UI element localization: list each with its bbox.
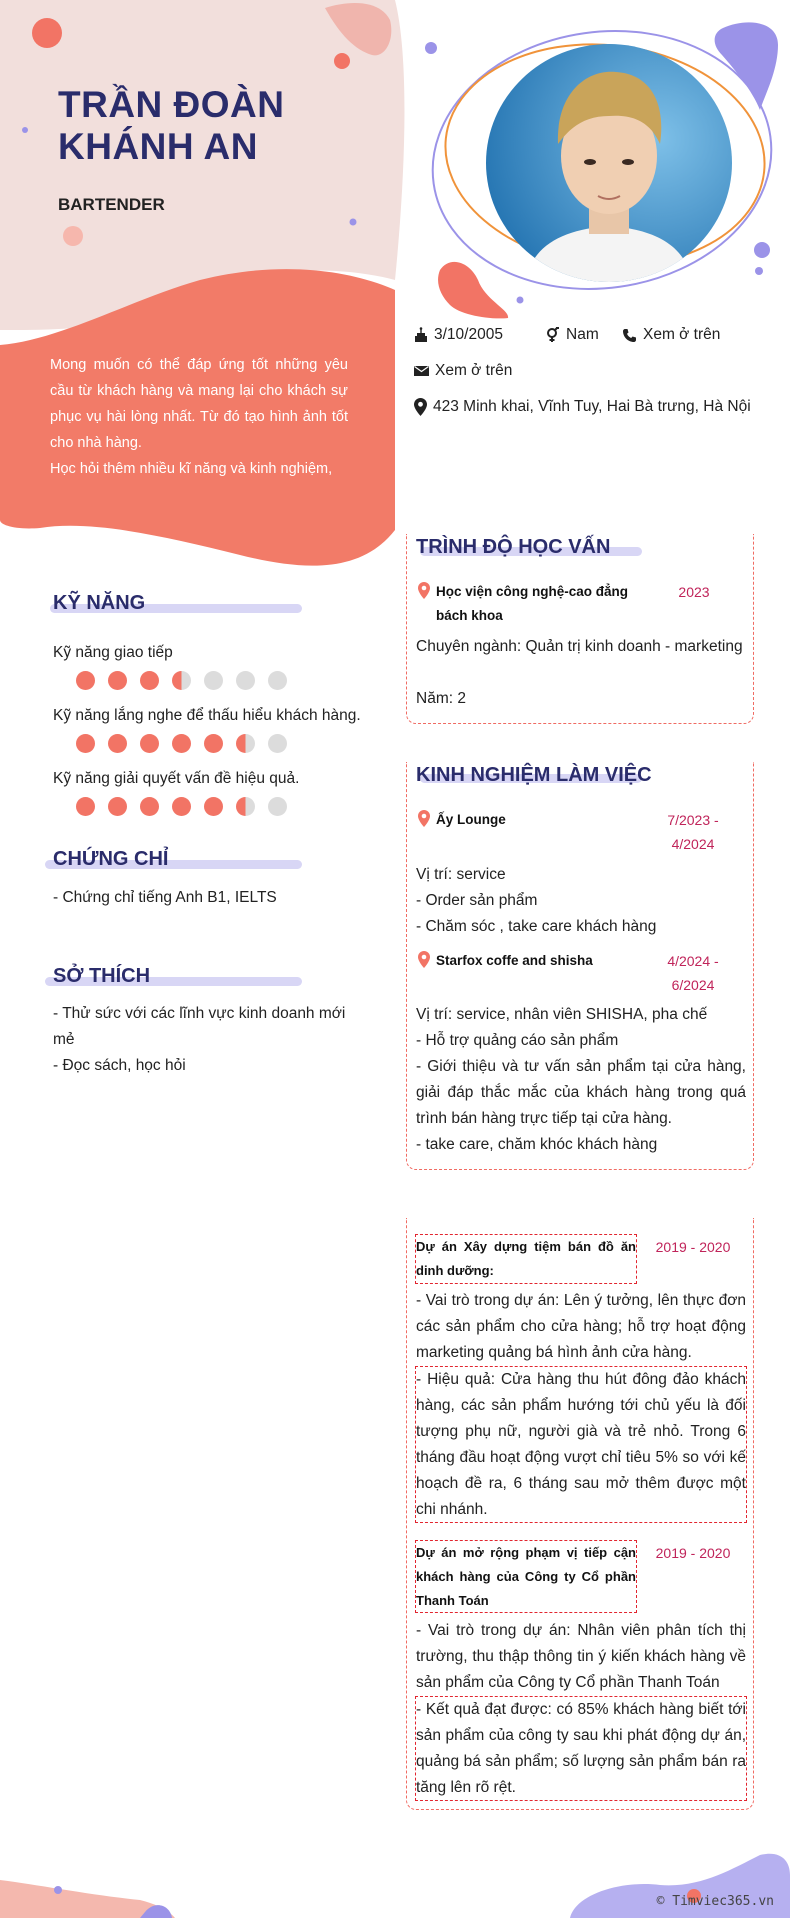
- project-date-2: 2019 - 2020: [655, 1545, 731, 1561]
- hobby-2: - Đọc sách, học hỏi: [53, 1057, 186, 1074]
- skill-label-2: Kỹ năng lắng nghe để thấu hiểu khách hàng.: [53, 707, 361, 724]
- profile-photo: [486, 44, 732, 282]
- job-2-details: [416, 1002, 746, 1158]
- skills-title: KỸ NĂNG: [53, 592, 146, 614]
- job-date-2: [658, 949, 728, 997]
- objective-text-2: Học hỏi thêm nhiều kĩ năng và kinh nghiệm,: [50, 461, 333, 477]
- education-level: Năm: 2: [416, 690, 466, 707]
- project-1-result: - Hiệu quả: Cửa hàng thu hút đông đảo khách hàng, các sản phẩm hướng tới chủ yếu là đối tượng phụ nữ, người già và trẻ nhỏ. Trong 6 tháng đầu hoạt động vượt chỉ tiêu 5% so với kế hoạch đề ra, 6 tháng sau mở thêm được một chi nhánh.: [416, 1371, 746, 1518]
- rating-dot: [108, 734, 127, 753]
- rating-dot: [268, 671, 287, 690]
- job-date-2-end: 6/2024: [671, 977, 715, 993]
- address-info: [414, 398, 751, 416]
- rating-dot: [204, 734, 223, 753]
- phone-value: Xem ở trên: [643, 326, 721, 343]
- candidate-name: [58, 84, 284, 168]
- job-2-line: - Hỗ trợ quảng cáo sản phẩm: [416, 1032, 619, 1049]
- skill-rating-3: [76, 797, 287, 816]
- job-title: BARTENDER: [58, 195, 165, 214]
- rating-dot: [172, 671, 191, 690]
- job-1-line: Vị trí: service: [416, 866, 506, 883]
- email-value: Xem ở trên: [435, 362, 513, 379]
- gender-icon: [546, 327, 560, 343]
- project-date-1: 2019 - 2020: [655, 1239, 731, 1255]
- gender-info: [546, 326, 599, 344]
- certificate-text: - Chứng chỉ tiếng Anh B1, IELTS: [53, 889, 277, 906]
- rating-dot: [172, 734, 191, 753]
- name-line-1: TRẦN ĐOÀN: [58, 84, 285, 125]
- map-pin-icon: [418, 582, 430, 599]
- rating-dot: [108, 671, 127, 690]
- project-name-1: Dự án Xây dựng tiệm bán đồ ăn dinh dưỡng:: [416, 1239, 636, 1278]
- school-name: Học viện công nghệ-cao đẳng bách khoa: [436, 584, 629, 623]
- rating-dot: [108, 797, 127, 816]
- job-2-line: Vị trí: service, nhân viên SHISHA, pha chế: [416, 1006, 708, 1023]
- rating-dot: [172, 797, 191, 816]
- gender-value: Nam: [566, 326, 599, 343]
- company-name-1: Ấy Lounge: [436, 812, 506, 827]
- education-major: Chuyên ngành: Quản trị kinh doanh - marketing: [416, 638, 743, 655]
- rating-dot: [140, 734, 159, 753]
- watermark: © Timviec365.vn: [656, 1894, 774, 1909]
- email-info[interactable]: [414, 362, 512, 380]
- objective-text-1: Mong muốn có thể đáp ứng tốt những yêu cầu từ khách hàng và mang lại cho khách sự phục vụ hài lòng nhất. Từ đó tạo hình ảnh tốt cho nhà hàng.: [50, 357, 348, 451]
- job-date-1: [658, 808, 728, 856]
- rating-dot: [236, 797, 255, 816]
- map-pin-icon: [418, 951, 430, 968]
- rating-dot: [76, 671, 95, 690]
- rating-dot: [236, 671, 255, 690]
- skill-rating-1: [76, 671, 287, 690]
- job-2-line: - Giới thiệu và tư vấn sản phẩm tại cửa hàng, giải đáp thắc mắc của khách hàng trong quá trình bán hàng trực tiếp tại cửa hàng.: [416, 1058, 746, 1127]
- job-date-1-end: 4/2024: [671, 836, 715, 852]
- job-date-1-start: 7/2023 -: [667, 812, 719, 828]
- envelope-icon: [414, 365, 429, 377]
- education-year: 2023: [678, 584, 710, 600]
- birthday-info: [414, 326, 503, 344]
- company-name-2: Starfox coffe and shisha: [436, 953, 593, 968]
- job-2-line: - take care, chăm khóc khách hàng: [416, 1136, 658, 1153]
- skill-label-3: Kỹ năng giải quyết vấn đề hiệu quả.: [53, 770, 300, 787]
- project-2-result: - Kết quả đạt được: có 85% khách hàng biết tới sản phẩm của công ty sau khi phát động dự án, quảng bá sản phẩm; số lượng sản phẩm bán ra tăng lên rõ rệt.: [416, 1701, 746, 1796]
- education-title: TRÌNH ĐỘ HỌC VẤN: [416, 536, 611, 558]
- job-1-line: - Chăm sóc , take care khách hàng: [416, 918, 657, 935]
- rating-dot: [236, 734, 255, 753]
- rating-dot: [268, 797, 287, 816]
- hobby-1: - Thử sức với các lĩnh vực kinh doanh mới mẻ: [53, 1005, 346, 1048]
- job-1-details: [416, 862, 746, 940]
- rating-dot: [76, 797, 95, 816]
- phone-info[interactable]: [622, 326, 720, 344]
- certificates-title: CHỨNG CHỈ: [53, 848, 169, 870]
- rating-dot: [140, 797, 159, 816]
- address-value: 423 Minh khai, Vĩnh Tuy, Hai Bà trưng, Hà Nội: [433, 398, 751, 415]
- name-line-2: KHÁNH AN: [58, 126, 258, 167]
- project-2-role: - Vai trò trong dự án: Nhân viên phân tích thị trường, thu thập thông tin ý kiến khách hàng về sản phẩm của Công ty Cổ phần Thanh Toán: [416, 1622, 746, 1691]
- job-date-2-start: 4/2024 -: [667, 953, 719, 969]
- job-1-line: - Order sản phẩm: [416, 892, 538, 909]
- map-pin-icon: [414, 398, 427, 416]
- project-1-role: - Vai trò trong dự án: Lên ý tưởng, lên thực đơn các sản phẩm cho cửa hàng; hỗ trợ hoạt động marketing quảng bá hình ảnh cửa hàng.: [416, 1292, 746, 1361]
- map-pin-icon: [418, 810, 430, 827]
- project-name-2: Dự án mở rộng phạm vị tiếp cận khách hàng của Công ty Cổ phần Thanh Toán: [416, 1545, 636, 1608]
- rating-dot: [268, 734, 287, 753]
- skill-rating-2: [76, 734, 287, 753]
- career-objective: [50, 352, 348, 482]
- phone-icon: [622, 328, 637, 343]
- rating-dot: [204, 797, 223, 816]
- skill-label-1: Kỹ năng giao tiếp: [53, 644, 173, 661]
- experience-title: KINH NGHIỆM LÀM VIỆC: [416, 764, 652, 786]
- cake-icon: [414, 327, 428, 343]
- hobbies-title: SỞ THÍCH: [53, 965, 151, 987]
- rating-dot: [140, 671, 159, 690]
- birthday-value: 3/10/2005: [434, 326, 503, 343]
- rating-dot: [204, 671, 223, 690]
- rating-dot: [76, 734, 95, 753]
